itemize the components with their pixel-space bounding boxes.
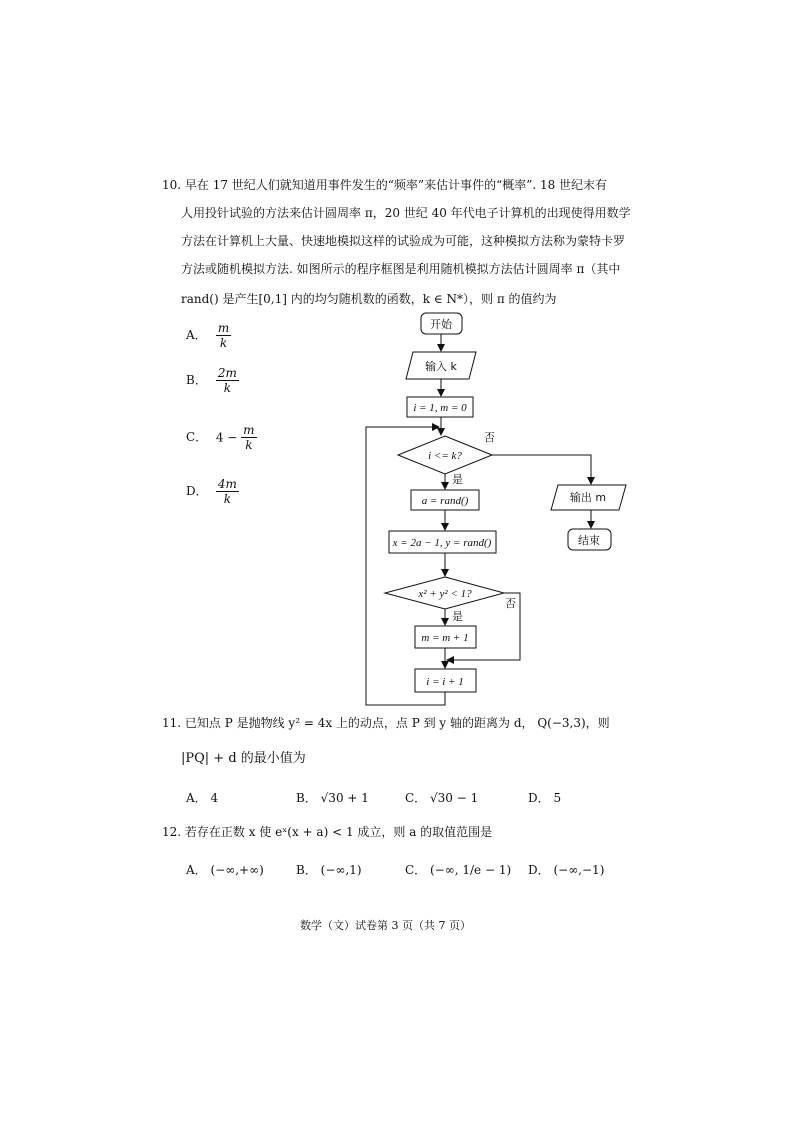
option-label: D．	[528, 791, 550, 805]
option-value: 4	[210, 791, 219, 805]
q12-option-d	[528, 861, 604, 878]
q12-line-1: 12. 若存在正数 x 使 eˣ(x + a) < 1 成立，则 a 的取值范围是	[162, 825, 493, 839]
inc-m-label: m = m + 1	[421, 632, 469, 644]
init-label: i = 1, m = 0	[413, 402, 467, 414]
q10-line-5: rand() 是产生[0,1] 内的均匀随机数的函数，k ∈ N*），则 π 的值约为	[181, 292, 557, 306]
start-label: 开始	[430, 318, 452, 331]
option-label: A．	[186, 328, 207, 342]
denominator: k	[223, 492, 231, 506]
option-label: B．	[186, 373, 207, 387]
denominator: k	[219, 336, 228, 350]
option-prefix: 4 −	[215, 430, 238, 445]
end-label: 结束	[578, 534, 600, 547]
q10-line-3: 方法在计算机上大量、快速地模拟这样的试验成为可能，这种模拟方法称为蒙特卡罗	[181, 234, 626, 248]
option-value: (−∞,1)	[320, 863, 362, 877]
input-label: 输入 k	[425, 360, 457, 373]
numerator: m	[243, 423, 255, 437]
option-value: (−∞, 1/e − 1)	[430, 863, 512, 877]
option-value: (−∞,−1)	[553, 863, 605, 877]
inc-i-label: i = i + 1	[426, 676, 464, 688]
numerator: m	[217, 321, 230, 335]
cond2-yes-label: 是	[452, 610, 463, 623]
cond2-label: x² + y² < 1?	[418, 588, 472, 600]
assign-a-label: a = rand()	[421, 495, 469, 507]
option-label: B．	[296, 863, 317, 877]
option-label: B．	[296, 791, 317, 805]
q10-line-4: 方法或随机模拟方法. 如图所示的程序框图是利用随机模拟方法估计圆周率 π（其中	[181, 262, 621, 276]
q11-line-2: |PQ| + d 的最小值为	[181, 751, 306, 766]
option-label: D．	[528, 863, 550, 877]
q12-option-c	[405, 861, 511, 878]
q12-option-b	[296, 861, 362, 878]
cond1-yes-label: 是	[452, 473, 463, 486]
cond1-no-label: 否	[484, 431, 495, 444]
q11-option-b	[296, 789, 369, 806]
q11-option-d	[528, 789, 561, 806]
assign-xy-label: x = 2a − 1, y = rand()	[392, 537, 492, 549]
option-value: (−∞,+∞)	[210, 863, 264, 877]
option-label: C．	[405, 863, 427, 877]
q11-line-1: 11. 已知点 P 是抛物线 y² = 4x 上的动点，点 P 到 y 轴的距离为 d， Q(−3,3)，则	[162, 716, 610, 730]
q12-option-a	[186, 861, 264, 878]
q10-line-2: 人用投针试验的方法来估计圆周率 π，20 世纪 40 年代电子计算机的出现使得用数学	[181, 206, 631, 220]
output-label: 输出 m	[569, 491, 607, 504]
cond2-no-label: 否	[505, 597, 516, 610]
option-label: A．	[186, 863, 207, 877]
denominator: k	[245, 438, 253, 452]
denominator: k	[223, 381, 231, 395]
cond1-label: i <= k?	[428, 450, 462, 462]
option-label: A．	[186, 791, 207, 805]
q10-line-1: 10. 早在 17 世纪人们就知道用事件发生的“频率”来估计事件的“概率”. 18 世纪末有	[162, 178, 608, 192]
option-label: C．	[186, 430, 208, 444]
option-value: √30 + 1	[320, 791, 369, 805]
q11-option-c	[405, 789, 478, 806]
numerator: 2m	[217, 366, 237, 380]
option-value: √30 − 1	[430, 791, 479, 805]
option-label: C．	[405, 791, 427, 805]
option-label: D．	[186, 484, 208, 498]
q11-option-a	[186, 789, 218, 806]
numerator: 4m	[217, 477, 237, 491]
option-value: 5	[553, 791, 562, 805]
page-footer: 数学（文）试卷第 3 页（共 7 页）	[300, 919, 471, 932]
